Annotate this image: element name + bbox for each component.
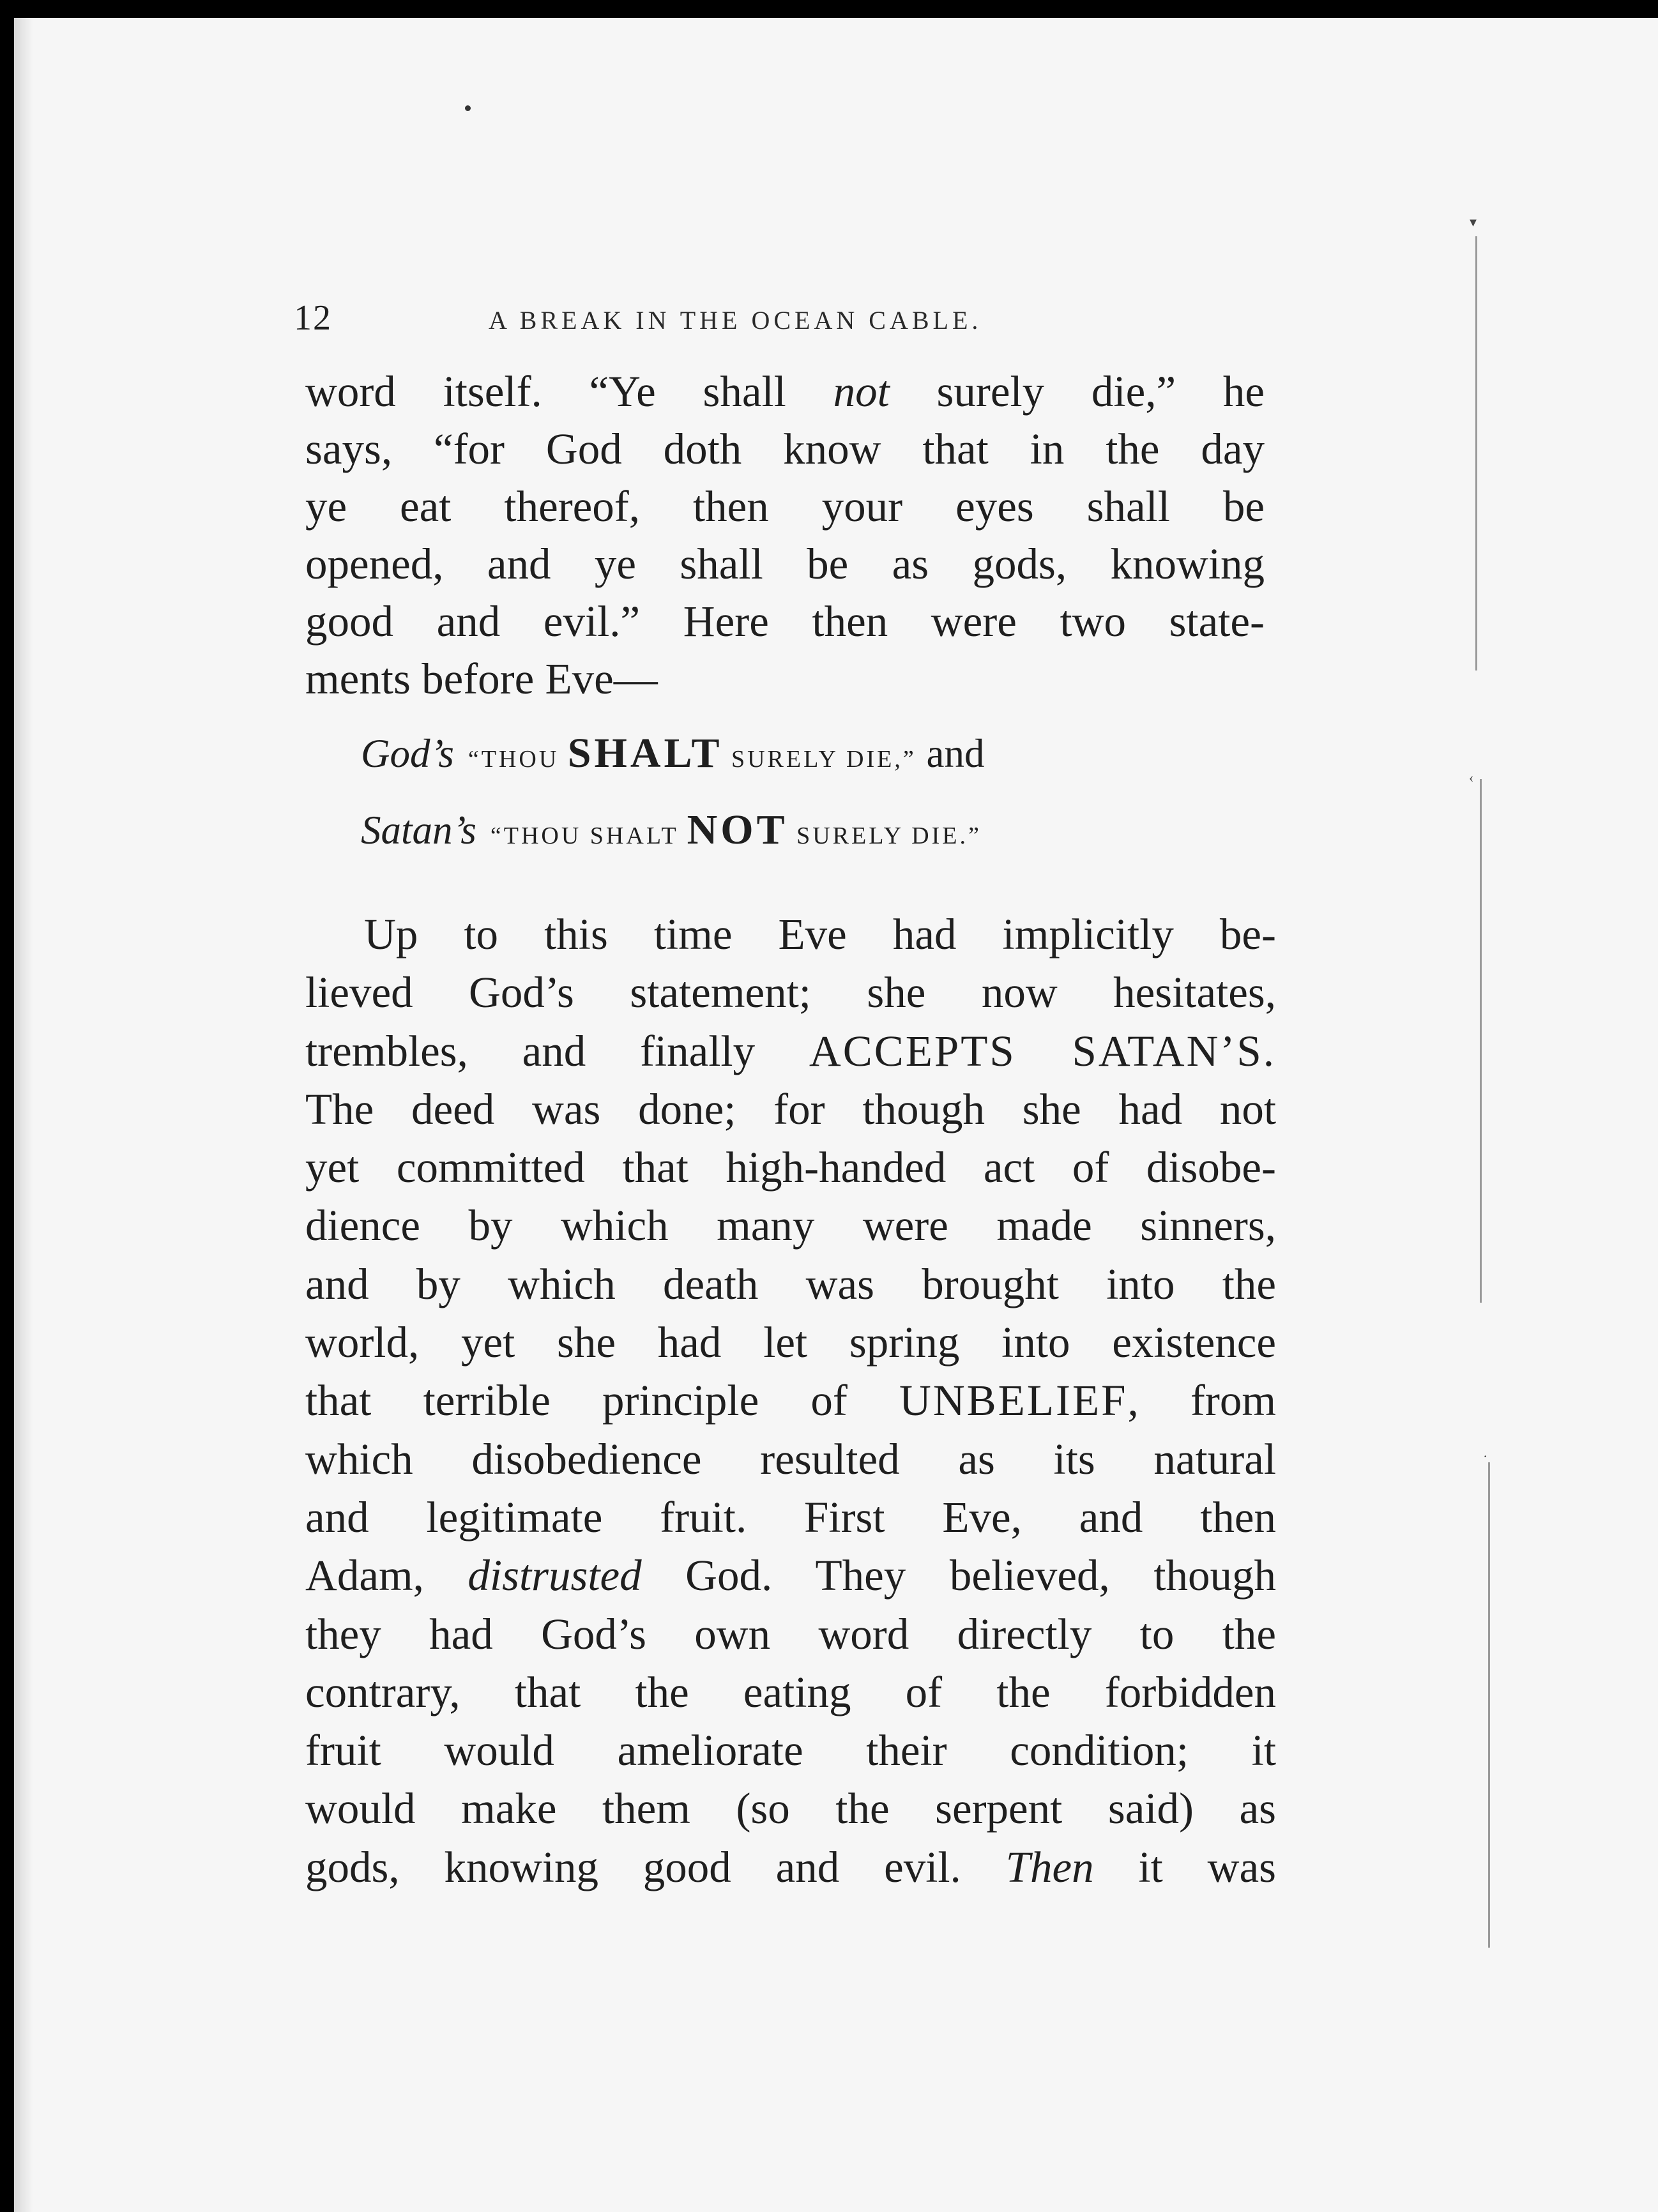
- page-number: 12: [294, 298, 332, 338]
- text-line: opened, and ye shall be as gods, knowing: [305, 540, 1265, 588]
- text-line: and legitimate fruit. First Eve, and then: [305, 1492, 1276, 1542]
- speaker-name: God’s: [361, 731, 454, 776]
- text-line: [305, 1838, 1276, 1897]
- text-line: [305, 1022, 1276, 1080]
- margin-rule-2: [1480, 779, 1482, 1303]
- text-run: , from: [1127, 1376, 1276, 1425]
- small-caps-run: “THOU SHALT: [490, 822, 687, 849]
- text-line: ye eat thereof, then your eyes shall be: [305, 482, 1265, 531]
- text-line: good and evil.” Here then were two state-: [305, 597, 1265, 646]
- speaker-name: Satan’s: [361, 808, 476, 852]
- running-title: A BREAK IN THE OCEAN CABLE.: [489, 306, 982, 335]
- text-line: lieved God’s statement; she now hesitates,: [305, 968, 1276, 1017]
- small-caps-run: SURELY DIE.”: [787, 822, 982, 849]
- small-caps-run: SURELY DIE,”: [722, 746, 916, 773]
- text-line: says, “for God doth know that in the day: [305, 425, 1265, 473]
- text-line: which disobedience resulted as its natural: [305, 1434, 1276, 1483]
- text-run: gods, knowing good and evil.: [305, 1842, 1006, 1891]
- text-line: fruit would ameliorate their condition; it: [305, 1726, 1276, 1775]
- text-line: ments before Eve—: [305, 655, 658, 703]
- text-run: that terrible principle of: [305, 1376, 899, 1425]
- emphasized-word: SHALT: [567, 730, 723, 776]
- paragraph-2: [305, 905, 1276, 1897]
- text-line: The deed was done; for though she had not: [305, 1084, 1276, 1133]
- emphasized-caps: ACCEPTS SATAN’S.: [809, 1026, 1276, 1075]
- italic-word: Then: [1005, 1842, 1094, 1891]
- emphasized-word: NOT: [687, 807, 788, 853]
- text-line: [305, 1372, 1276, 1430]
- text-line: yet committed that high-handed act of disobe-: [305, 1143, 1276, 1192]
- text-line: and by which death was brought into the: [305, 1259, 1276, 1308]
- margin-rule-3: [1488, 1462, 1490, 1948]
- margin-mark-3: ·: [1483, 1448, 1488, 1464]
- text-line: would make them (so the serpent said) as: [305, 1784, 1276, 1833]
- running-head: [294, 298, 1265, 342]
- contrast-line-gods: [361, 729, 984, 778]
- emphasized-caps: UNBELIEF: [899, 1376, 1128, 1425]
- italic-word: not: [833, 367, 890, 416]
- text-run: word itself. “Ye shall: [305, 367, 833, 416]
- margin-mark-1: ▾: [1470, 214, 1477, 230]
- text-run: trembles, and finally: [305, 1026, 809, 1075]
- text-run: it was: [1093, 1842, 1276, 1891]
- contrast-line-satans: [361, 806, 982, 854]
- text-line: [305, 363, 1265, 420]
- text-run: God. They believed, though: [641, 1551, 1276, 1600]
- text-run: and: [916, 731, 985, 776]
- text-line: world, yet she had let spring into existence: [305, 1318, 1276, 1367]
- ink-speck: [465, 105, 471, 111]
- text-line: contrary, that the eating of the forbidden: [305, 1667, 1276, 1716]
- page-gutter-shadow: [14, 18, 33, 2212]
- margin-rule-1: [1475, 236, 1477, 670]
- text-line: they had God’s own word directly to the: [305, 1609, 1276, 1658]
- text-line: dience by which many were made sinners,: [305, 1201, 1276, 1250]
- text-run: Adam,: [305, 1551, 468, 1600]
- italic-word: distrusted: [468, 1551, 642, 1600]
- margin-mark-2: ‹: [1469, 769, 1474, 785]
- text-line: Up to this time Eve had implicitly be-: [364, 910, 1276, 958]
- small-caps-run: “THOU: [468, 746, 568, 773]
- paragraph-1: [305, 363, 1265, 708]
- text-line: [305, 1547, 1276, 1605]
- text-run: surely die,” he: [889, 367, 1265, 416]
